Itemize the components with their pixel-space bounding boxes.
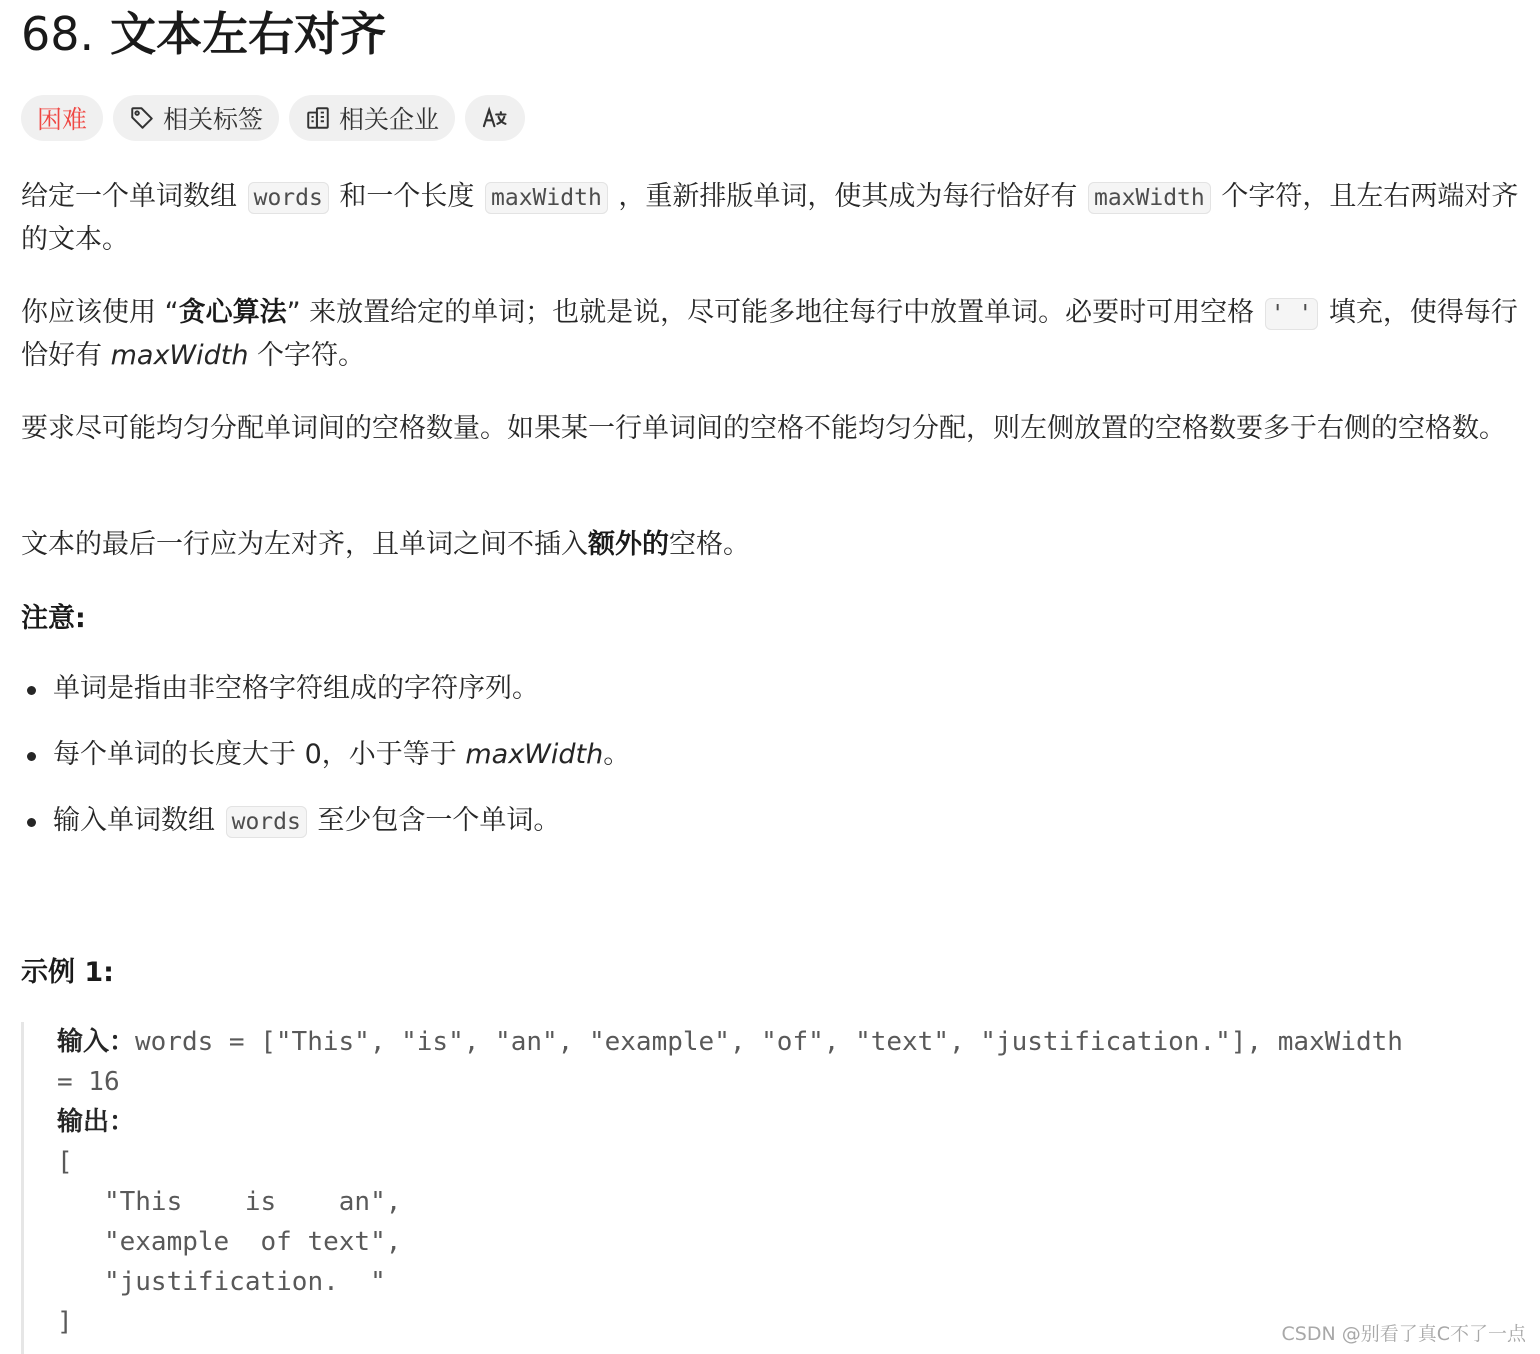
description-paragraph-3: 要求尽可能均匀分配单词间的空格数量。如果某一行单词间的空格不能均匀分配，则左侧放置的空格数要多于右侧的空格数。	[21, 413, 1506, 444]
tag-bar	[21, 95, 525, 141]
notes-heading: 注意:	[21, 603, 86, 634]
example-heading: 示例 1:	[21, 957, 114, 988]
code-words: words	[248, 182, 329, 214]
em-maxwidth: maxWidth	[465, 739, 604, 770]
text-segment: 个字符。	[248, 340, 366, 371]
em-maxwidth: maxWidth	[110, 340, 249, 371]
text-segment: ” 来放置给定的单词；也就是说，尽可能多地往每行中放置单词。必要时可用空格	[286, 297, 1263, 328]
text-segment: 填充，使得每行恰好有	[21, 297, 1518, 371]
code-words: words	[226, 806, 307, 838]
text-segment: 和一个长度	[330, 181, 484, 212]
list-item	[21, 800, 1521, 866]
difficulty-badge[interactable]	[21, 95, 103, 141]
list-item: 单词是指由非空格字符组成的字符序列。	[21, 668, 1521, 734]
difficulty-label: 困难	[37, 105, 88, 134]
description-paragraph-2	[21, 292, 1531, 377]
bold-extra: 额外的	[588, 529, 669, 560]
text-segment: 每个单词的长度大于 0，小于等于	[53, 739, 466, 770]
text-segment: 你应该使用 “	[21, 297, 179, 328]
list-item	[21, 734, 1521, 800]
related-companies-button[interactable]	[289, 95, 455, 141]
description-paragraph-4	[21, 524, 1531, 566]
input-value: words = ["This", "is", "an", "example", "of", "text", "justification."], maxWidth = 16	[57, 1027, 1403, 1097]
text-segment: 。	[603, 739, 631, 770]
bold-greedy: 贪心算法	[178, 297, 287, 328]
watermark: CSDN @别看了真C不了一点	[1281, 1323, 1526, 1345]
problem-number: 68.	[21, 7, 95, 61]
description-paragraph-1	[21, 176, 1531, 261]
building-icon	[305, 105, 331, 131]
text-segment: 给定一个单词数组	[21, 181, 246, 212]
output-label: 输出：	[57, 1107, 136, 1137]
related-tags-label: 相关标签	[163, 105, 264, 134]
code-maxwidth: maxWidth	[1088, 182, 1211, 214]
related-companies-label: 相关企业	[339, 105, 440, 134]
text-segment: 个字符，且左右两端对齐的文本。	[21, 181, 1519, 255]
tag-icon	[129, 105, 155, 131]
code-space: ' '	[1265, 298, 1319, 330]
text-segment: 文本的最后一行应为左对齐，且单词之间不插入	[21, 529, 588, 560]
text-segment: 输入单词数组	[53, 805, 224, 836]
code-maxwidth: maxWidth	[485, 182, 608, 214]
example-output	[57, 1102, 1521, 1342]
output-value: [ "This is an", "example of text", "justification. " ]	[57, 1147, 402, 1337]
example-input	[57, 1022, 1521, 1102]
text-segment: ，重新排版单词，使其成为每行恰好有	[609, 181, 1086, 212]
translate-icon	[481, 104, 509, 132]
problem-name: 文本左右对齐	[110, 7, 387, 61]
related-tags-button[interactable]	[113, 95, 279, 141]
translate-button[interactable]	[465, 95, 525, 141]
input-label: 输入：	[57, 1027, 136, 1057]
page-title	[21, 2, 386, 66]
text-segment: 至少包含一个单词。	[308, 805, 561, 836]
example-block	[21, 1022, 1521, 1354]
notes-list	[21, 668, 1521, 866]
text-segment: 空格。	[669, 529, 750, 560]
